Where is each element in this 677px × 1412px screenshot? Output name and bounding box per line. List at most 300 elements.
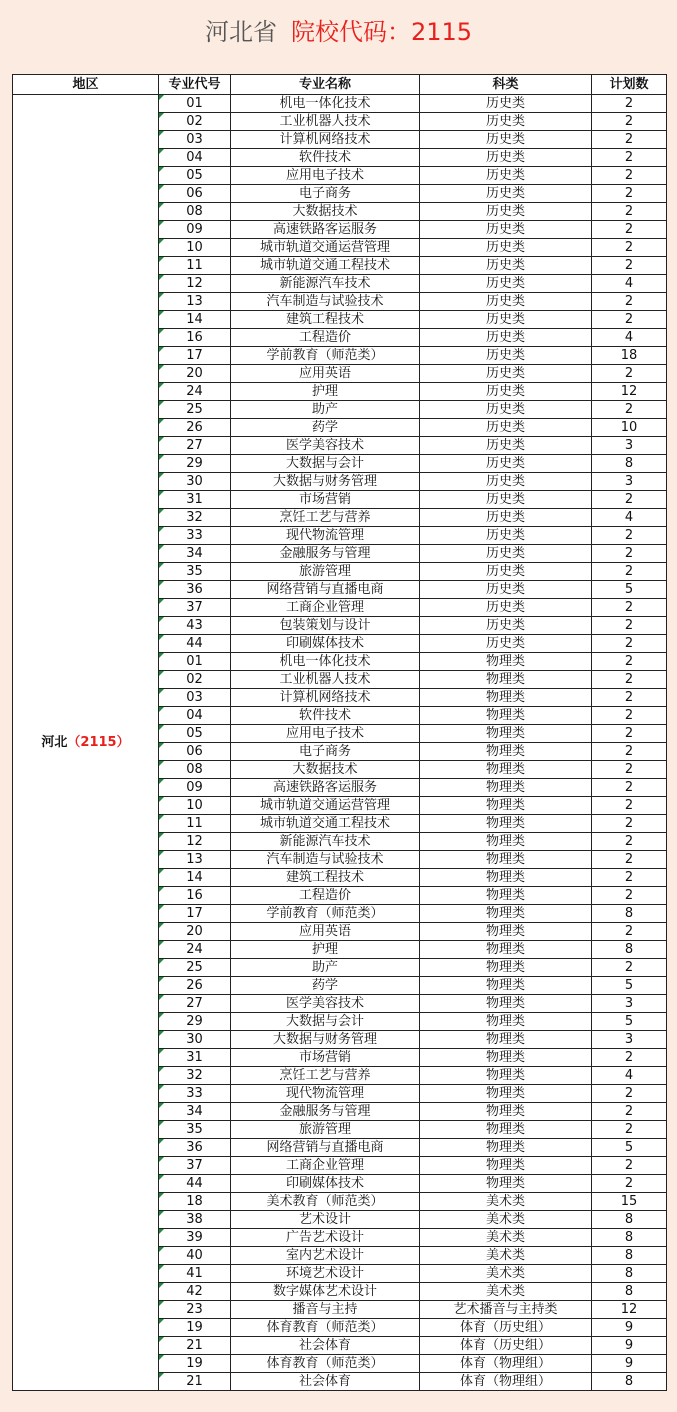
major-code-cell: 02 — [159, 671, 231, 689]
major-code-cell: 14 — [159, 311, 231, 329]
category-cell: 物理类 — [420, 689, 592, 707]
category-cell: 物理类 — [420, 833, 592, 851]
category-cell: 历史类 — [420, 419, 592, 437]
plan-count-cell: 2 — [592, 617, 667, 635]
category-cell: 物理类 — [420, 1013, 592, 1031]
major-code-cell: 29 — [159, 455, 231, 473]
plan-count-cell: 2 — [592, 257, 667, 275]
major-code-cell: 01 — [159, 95, 231, 113]
category-cell: 物理类 — [420, 905, 592, 923]
major-name-cell: 大数据技术 — [231, 203, 420, 221]
col-header-major-name: 专业名称 — [231, 75, 420, 95]
plan-count-cell: 2 — [592, 725, 667, 743]
category-cell: 物理类 — [420, 725, 592, 743]
category-cell: 物理类 — [420, 1049, 592, 1067]
enrollment-plan-table — [12, 74, 667, 1391]
plan-count-cell: 2 — [592, 923, 667, 941]
major-name-cell: 社会体育 — [231, 1373, 420, 1391]
major-name-cell: 金融服务与管理 — [231, 1103, 420, 1121]
plan-count-cell: 4 — [592, 509, 667, 527]
plan-count-cell: 8 — [592, 905, 667, 923]
major-name-cell: 城市轨道交通工程技术 — [231, 257, 420, 275]
major-code-cell: 17 — [159, 347, 231, 365]
major-name-cell: 电子商务 — [231, 185, 420, 203]
category-cell: 物理类 — [420, 707, 592, 725]
major-name-cell: 网络营销与直播电商 — [231, 1139, 420, 1157]
major-code-cell: 24 — [159, 383, 231, 401]
plan-count-cell: 18 — [592, 347, 667, 365]
plan-count-cell: 5 — [592, 1139, 667, 1157]
major-code-cell: 17 — [159, 905, 231, 923]
plan-count-cell: 8 — [592, 1229, 667, 1247]
major-name-cell: 助产 — [231, 959, 420, 977]
plan-count-cell: 2 — [592, 491, 667, 509]
major-name-cell: 数字媒体艺术设计 — [231, 1283, 420, 1301]
major-code-cell: 32 — [159, 509, 231, 527]
category-cell: 物理类 — [420, 743, 592, 761]
major-name-cell: 汽车制造与试验技术 — [231, 293, 420, 311]
major-code-cell: 18 — [159, 1193, 231, 1211]
plan-count-cell: 2 — [592, 401, 667, 419]
category-cell: 体育（物理组） — [420, 1373, 592, 1391]
category-cell: 历史类 — [420, 293, 592, 311]
major-name-cell: 印刷媒体技术 — [231, 635, 420, 653]
province-title: 河北省 — [204, 18, 277, 46]
major-code-cell: 05 — [159, 725, 231, 743]
plan-count-cell: 2 — [592, 599, 667, 617]
major-code-cell: 30 — [159, 1031, 231, 1049]
major-name-cell: 护理 — [231, 941, 420, 959]
major-name-cell: 旅游管理 — [231, 563, 420, 581]
major-code-cell: 19 — [159, 1319, 231, 1337]
major-code-cell: 23 — [159, 1301, 231, 1319]
plan-count-cell: 2 — [592, 797, 667, 815]
major-name-cell: 烹饪工艺与营养 — [231, 1067, 420, 1085]
major-code-cell: 36 — [159, 1139, 231, 1157]
major-name-cell: 环境艺术设计 — [231, 1265, 420, 1283]
major-code-cell: 40 — [159, 1247, 231, 1265]
category-cell: 历史类 — [420, 275, 592, 293]
plan-count-cell: 2 — [592, 779, 667, 797]
major-name-cell: 大数据与会计 — [231, 455, 420, 473]
major-name-cell: 体育教育（师范类） — [231, 1355, 420, 1373]
major-name-cell: 现代物流管理 — [231, 1085, 420, 1103]
category-cell: 历史类 — [420, 617, 592, 635]
major-name-cell: 城市轨道交通工程技术 — [231, 815, 420, 833]
plan-count-cell: 8 — [592, 1247, 667, 1265]
plan-count-cell: 3 — [592, 1031, 667, 1049]
major-name-cell: 大数据与财务管理 — [231, 1031, 420, 1049]
category-cell: 历史类 — [420, 347, 592, 365]
major-name-cell: 城市轨道交通运营管理 — [231, 797, 420, 815]
major-code-cell: 06 — [159, 185, 231, 203]
major-code-cell: 34 — [159, 1103, 231, 1121]
major-code-cell: 44 — [159, 635, 231, 653]
major-name-cell: 汽车制造与试验技术 — [231, 851, 420, 869]
category-cell: 物理类 — [420, 653, 592, 671]
region-cell — [13, 95, 159, 1391]
plan-count-cell: 3 — [592, 473, 667, 491]
category-cell: 物理类 — [420, 851, 592, 869]
major-name-cell: 金融服务与管理 — [231, 545, 420, 563]
category-cell: 物理类 — [420, 959, 592, 977]
plan-count-cell: 2 — [592, 1103, 667, 1121]
major-name-cell: 市场营销 — [231, 1049, 420, 1067]
table-row — [13, 95, 667, 113]
major-code-cell: 29 — [159, 1013, 231, 1031]
plan-count-cell: 9 — [592, 1337, 667, 1355]
major-name-cell: 软件技术 — [231, 707, 420, 725]
major-code-cell: 13 — [159, 293, 231, 311]
category-cell: 历史类 — [420, 437, 592, 455]
major-code-cell: 30 — [159, 473, 231, 491]
major-name-cell: 计算机网络技术 — [231, 689, 420, 707]
major-name-cell: 建筑工程技术 — [231, 869, 420, 887]
major-name-cell: 软件技术 — [231, 149, 420, 167]
category-cell: 物理类 — [420, 1103, 592, 1121]
major-code-cell: 11 — [159, 815, 231, 833]
plan-count-cell: 2 — [592, 671, 667, 689]
category-cell: 物理类 — [420, 779, 592, 797]
major-code-cell: 12 — [159, 275, 231, 293]
major-name-cell: 药学 — [231, 977, 420, 995]
major-code-cell: 12 — [159, 833, 231, 851]
major-name-cell: 工商企业管理 — [231, 599, 420, 617]
major-code-cell: 16 — [159, 329, 231, 347]
major-name-cell: 建筑工程技术 — [231, 311, 420, 329]
plan-count-cell: 9 — [592, 1355, 667, 1373]
plan-count-cell: 2 — [592, 653, 667, 671]
major-code-cell: 33 — [159, 527, 231, 545]
major-name-cell: 高速铁路客运服务 — [231, 221, 420, 239]
category-cell: 体育（历史组） — [420, 1319, 592, 1337]
major-code-cell: 44 — [159, 1175, 231, 1193]
major-name-cell: 室内艺术设计 — [231, 1247, 420, 1265]
category-cell: 历史类 — [420, 167, 592, 185]
major-name-cell: 应用英语 — [231, 365, 420, 383]
category-cell: 美术类 — [420, 1211, 592, 1229]
major-name-cell: 印刷媒体技术 — [231, 1175, 420, 1193]
category-cell: 体育（历史组） — [420, 1337, 592, 1355]
major-code-cell: 26 — [159, 419, 231, 437]
major-name-cell: 电子商务 — [231, 743, 420, 761]
major-code-cell: 31 — [159, 1049, 231, 1067]
major-code-cell: 37 — [159, 1157, 231, 1175]
category-cell: 历史类 — [420, 95, 592, 113]
plan-count-cell: 2 — [592, 311, 667, 329]
category-cell: 历史类 — [420, 509, 592, 527]
major-code-cell: 27 — [159, 437, 231, 455]
major-code-cell: 27 — [159, 995, 231, 1013]
major-name-cell: 应用英语 — [231, 923, 420, 941]
category-cell: 物理类 — [420, 1139, 592, 1157]
major-name-cell: 高速铁路客运服务 — [231, 779, 420, 797]
major-code-cell: 34 — [159, 545, 231, 563]
category-cell: 美术类 — [420, 1265, 592, 1283]
major-code-cell: 31 — [159, 491, 231, 509]
category-cell: 历史类 — [420, 455, 592, 473]
plan-count-cell: 2 — [592, 1121, 667, 1139]
major-code-cell: 36 — [159, 581, 231, 599]
plan-count-cell: 5 — [592, 977, 667, 995]
plan-count-cell: 2 — [592, 869, 667, 887]
col-header-plan-count: 计划数 — [592, 75, 667, 95]
major-name-cell: 旅游管理 — [231, 1121, 420, 1139]
category-cell: 艺术播音与主持类 — [420, 1301, 592, 1319]
major-name-cell: 广告艺术设计 — [231, 1229, 420, 1247]
plan-count-cell: 8 — [592, 1211, 667, 1229]
category-cell: 物理类 — [420, 1157, 592, 1175]
plan-count-cell: 4 — [592, 329, 667, 347]
major-code-cell: 38 — [159, 1211, 231, 1229]
plan-count-cell: 2 — [592, 743, 667, 761]
major-name-cell: 现代物流管理 — [231, 527, 420, 545]
major-name-cell: 工程造价 — [231, 887, 420, 905]
major-name-cell: 护理 — [231, 383, 420, 401]
plan-count-cell: 2 — [592, 131, 667, 149]
category-cell: 美术类 — [420, 1229, 592, 1247]
major-name-cell: 机电一体化技术 — [231, 95, 420, 113]
school-code: 院校代码：2115 — [290, 18, 473, 46]
major-name-cell: 新能源汽车技术 — [231, 275, 420, 293]
major-name-cell: 艺术设计 — [231, 1211, 420, 1229]
major-code-cell: 26 — [159, 977, 231, 995]
category-cell: 历史类 — [420, 491, 592, 509]
plan-count-cell: 2 — [592, 221, 667, 239]
plan-count-cell: 2 — [592, 1085, 667, 1103]
plan-count-cell: 2 — [592, 635, 667, 653]
major-code-cell: 01 — [159, 653, 231, 671]
category-cell: 历史类 — [420, 257, 592, 275]
category-cell: 美术类 — [420, 1247, 592, 1265]
category-cell: 物理类 — [420, 797, 592, 815]
plan-count-cell: 2 — [592, 545, 667, 563]
major-code-cell: 03 — [159, 689, 231, 707]
plan-count-cell: 15 — [592, 1193, 667, 1211]
major-name-cell: 城市轨道交通运营管理 — [231, 239, 420, 257]
plan-count-cell: 2 — [592, 1157, 667, 1175]
major-code-cell: 42 — [159, 1283, 231, 1301]
major-code-cell: 16 — [159, 887, 231, 905]
plan-count-cell: 2 — [592, 707, 667, 725]
plan-count-cell: 2 — [592, 527, 667, 545]
major-code-cell: 21 — [159, 1373, 231, 1391]
category-cell: 物理类 — [420, 1085, 592, 1103]
page-header — [0, 0, 677, 74]
plan-count-cell: 2 — [592, 851, 667, 869]
major-code-cell: 19 — [159, 1355, 231, 1373]
plan-count-cell: 5 — [592, 1013, 667, 1031]
category-cell: 美术类 — [420, 1193, 592, 1211]
major-name-cell: 新能源汽车技术 — [231, 833, 420, 851]
major-code-cell: 02 — [159, 113, 231, 131]
category-cell: 历史类 — [420, 329, 592, 347]
category-cell: 物理类 — [420, 1031, 592, 1049]
category-cell: 历史类 — [420, 527, 592, 545]
major-name-cell: 应用电子技术 — [231, 725, 420, 743]
category-cell: 物理类 — [420, 887, 592, 905]
category-cell: 物理类 — [420, 815, 592, 833]
plan-count-cell: 4 — [592, 275, 667, 293]
major-code-cell: 24 — [159, 941, 231, 959]
category-cell: 物理类 — [420, 671, 592, 689]
major-name-cell: 应用电子技术 — [231, 167, 420, 185]
major-code-cell: 35 — [159, 1121, 231, 1139]
major-name-cell: 学前教育（师范类） — [231, 905, 420, 923]
major-code-cell: 09 — [159, 221, 231, 239]
plan-count-cell: 12 — [592, 1301, 667, 1319]
category-cell: 历史类 — [420, 221, 592, 239]
major-code-cell: 03 — [159, 131, 231, 149]
major-name-cell: 大数据技术 — [231, 761, 420, 779]
category-cell: 历史类 — [420, 563, 592, 581]
table-header-row — [13, 75, 667, 95]
category-cell: 历史类 — [420, 131, 592, 149]
major-code-cell: 35 — [159, 563, 231, 581]
major-name-cell: 大数据与会计 — [231, 1013, 420, 1031]
major-code-cell: 04 — [159, 149, 231, 167]
major-code-cell: 05 — [159, 167, 231, 185]
table-body — [13, 95, 667, 1391]
category-cell: 历史类 — [420, 635, 592, 653]
plan-count-cell: 2 — [592, 1175, 667, 1193]
category-cell: 历史类 — [420, 473, 592, 491]
category-cell: 历史类 — [420, 239, 592, 257]
major-name-cell: 美术教育（师范类） — [231, 1193, 420, 1211]
major-code-cell: 09 — [159, 779, 231, 797]
category-cell: 历史类 — [420, 185, 592, 203]
major-code-cell: 04 — [159, 707, 231, 725]
col-header-category: 科类 — [420, 75, 592, 95]
category-cell: 历史类 — [420, 599, 592, 617]
major-name-cell: 工商企业管理 — [231, 1157, 420, 1175]
plan-count-cell: 2 — [592, 113, 667, 131]
major-code-cell: 10 — [159, 797, 231, 815]
region-name: 河北 — [41, 734, 68, 750]
major-code-cell: 11 — [159, 257, 231, 275]
plan-count-cell: 8 — [592, 1265, 667, 1283]
major-name-cell: 大数据与财务管理 — [231, 473, 420, 491]
major-code-cell: 08 — [159, 203, 231, 221]
major-code-cell: 08 — [159, 761, 231, 779]
category-cell: 物理类 — [420, 1121, 592, 1139]
plan-count-cell: 8 — [592, 1373, 667, 1391]
major-name-cell: 工业机器人技术 — [231, 671, 420, 689]
major-code-cell: 43 — [159, 617, 231, 635]
category-cell: 物理类 — [420, 941, 592, 959]
plan-count-cell: 2 — [592, 95, 667, 113]
plan-count-cell: 2 — [592, 167, 667, 185]
plan-count-cell: 4 — [592, 1067, 667, 1085]
major-name-cell: 社会体育 — [231, 1337, 420, 1355]
plan-count-cell: 2 — [592, 761, 667, 779]
category-cell: 历史类 — [420, 581, 592, 599]
plan-count-cell: 3 — [592, 437, 667, 455]
plan-count-cell: 10 — [592, 419, 667, 437]
col-header-region: 地区 — [13, 75, 159, 95]
major-name-cell: 工程造价 — [231, 329, 420, 347]
plan-count-cell: 2 — [592, 149, 667, 167]
major-name-cell: 工业机器人技术 — [231, 113, 420, 131]
category-cell: 体育（物理组） — [420, 1355, 592, 1373]
category-cell: 历史类 — [420, 401, 592, 419]
major-name-cell: 医学美容技术 — [231, 437, 420, 455]
major-name-cell: 学前教育（师范类） — [231, 347, 420, 365]
major-code-cell: 37 — [159, 599, 231, 617]
major-name-cell: 药学 — [231, 419, 420, 437]
major-code-cell: 39 — [159, 1229, 231, 1247]
major-name-cell: 网络营销与直播电商 — [231, 581, 420, 599]
major-code-cell: 13 — [159, 851, 231, 869]
major-code-cell: 21 — [159, 1337, 231, 1355]
major-code-cell: 25 — [159, 959, 231, 977]
major-code-cell: 32 — [159, 1067, 231, 1085]
major-code-cell: 14 — [159, 869, 231, 887]
plan-count-cell: 2 — [592, 887, 667, 905]
category-cell: 历史类 — [420, 149, 592, 167]
major-code-cell: 25 — [159, 401, 231, 419]
category-cell: 物理类 — [420, 995, 592, 1013]
category-cell: 历史类 — [420, 203, 592, 221]
category-cell: 物理类 — [420, 977, 592, 995]
category-cell: 历史类 — [420, 383, 592, 401]
plan-count-cell: 5 — [592, 581, 667, 599]
major-name-cell: 助产 — [231, 401, 420, 419]
plan-count-cell: 2 — [592, 1049, 667, 1067]
major-name-cell: 计算机网络技术 — [231, 131, 420, 149]
plan-count-cell: 8 — [592, 1283, 667, 1301]
major-code-cell: 10 — [159, 239, 231, 257]
category-cell: 美术类 — [420, 1283, 592, 1301]
plan-count-cell: 3 — [592, 995, 667, 1013]
major-code-cell: 33 — [159, 1085, 231, 1103]
category-cell: 物理类 — [420, 1067, 592, 1085]
category-cell: 历史类 — [420, 311, 592, 329]
plan-count-cell: 9 — [592, 1319, 667, 1337]
plan-count-cell: 2 — [592, 833, 667, 851]
category-cell: 历史类 — [420, 365, 592, 383]
category-cell: 物理类 — [420, 1175, 592, 1193]
major-code-cell: 06 — [159, 743, 231, 761]
plan-count-cell: 2 — [592, 815, 667, 833]
category-cell: 物理类 — [420, 869, 592, 887]
major-code-cell: 20 — [159, 365, 231, 383]
plan-count-cell: 8 — [592, 455, 667, 473]
plan-count-cell: 2 — [592, 365, 667, 383]
region-code: （2115） — [67, 734, 130, 750]
plan-count-cell: 2 — [592, 185, 667, 203]
plan-count-cell: 2 — [592, 239, 667, 257]
plan-count-cell: 2 — [592, 959, 667, 977]
plan-count-cell: 12 — [592, 383, 667, 401]
plan-count-cell: 2 — [592, 203, 667, 221]
major-name-cell: 机电一体化技术 — [231, 653, 420, 671]
major-code-cell: 20 — [159, 923, 231, 941]
major-name-cell: 播音与主持 — [231, 1301, 420, 1319]
col-header-major-code: 专业代号 — [159, 75, 231, 95]
major-name-cell: 市场营销 — [231, 491, 420, 509]
category-cell: 历史类 — [420, 113, 592, 131]
major-code-cell: 41 — [159, 1265, 231, 1283]
category-cell: 物理类 — [420, 923, 592, 941]
plan-count-cell: 2 — [592, 293, 667, 311]
major-name-cell: 包装策划与设计 — [231, 617, 420, 635]
major-name-cell: 烹饪工艺与营养 — [231, 509, 420, 527]
plan-count-cell: 2 — [592, 689, 667, 707]
major-name-cell: 医学美容技术 — [231, 995, 420, 1013]
major-name-cell: 体育教育（师范类） — [231, 1319, 420, 1337]
plan-count-cell: 8 — [592, 941, 667, 959]
